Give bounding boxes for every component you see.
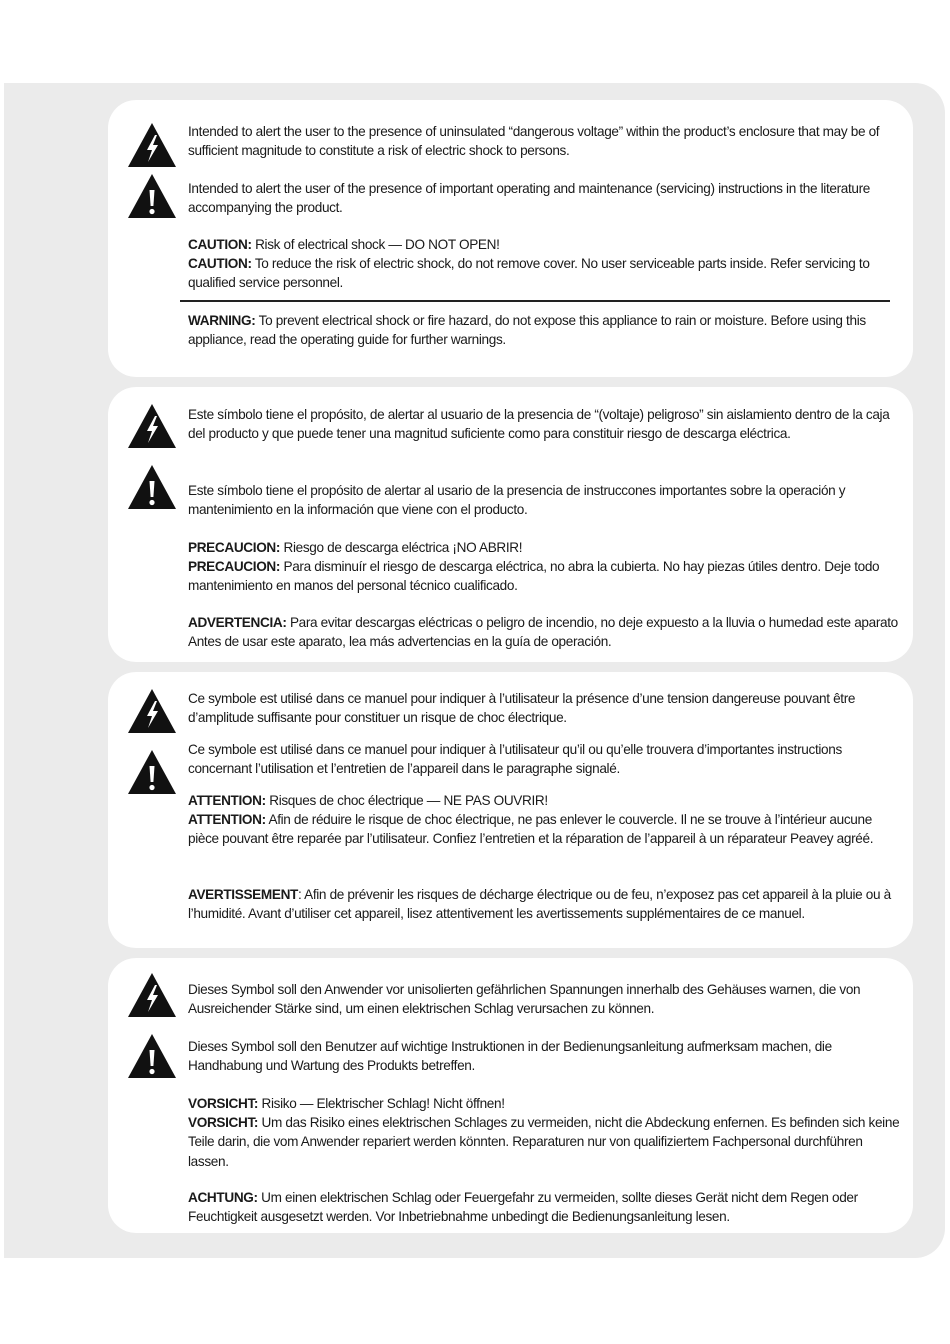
lightning-bolt-warning-icon	[127, 972, 177, 1018]
warning-text: Para evitar descargas eléctricas o peligro de incendio, no deje expuesto a la lluvia o humedad este aparato Antes de usar este aparato, lea más advertencias en la guía de operación.	[188, 615, 898, 650]
exclamation-description	[188, 481, 900, 519]
safety-card-spanish	[108, 387, 913, 662]
voltage-description	[188, 405, 900, 443]
lightning-bolt-warning-icon	[127, 688, 177, 734]
caution-text: Afin de réduire le risque de choc électrique, ne pas enlever le couvercle. Il ne se trouve à l’intérieur aucune pièce pouvant être reparée par l’utilisateur. Confiez l’entretien et la réparation de l’appareil à un réparateur Peavey agréé.	[188, 812, 874, 847]
voltage-text: Intended to alert the user to the presence of uninsulated “dangerous voltage” within the product’s enclosure that may be of sufficient magnitude to constitute a risk of electric shock to persons.	[188, 124, 880, 159]
caution-text: Risk of electrical shock — DO NOT OPEN!	[251, 237, 500, 252]
exclamation-description	[188, 740, 900, 778]
caution-block	[188, 235, 900, 293]
safety-card-english	[108, 100, 913, 377]
caution-label: CAUTION:	[188, 256, 252, 272]
exclamation-description	[188, 1037, 900, 1075]
caution-text: Risiko — Elektrischer Schlag! Nicht öffnen!	[258, 1096, 505, 1111]
caution-label: PRECAUCION:	[188, 559, 281, 575]
divider-rule	[180, 300, 890, 302]
voltage-text: Este símbolo tiene el propósito, de alertar al usuario de la presencia de “(voltaje) peligroso” sin aislamiento dentro de la caja del producto y que puede tener una magnitud suficiente como para constituir riesgo de descarga eléctrica.	[188, 407, 890, 442]
caution-text: To reduce the risk of electric shock, do not remove cover. No user serviceable parts inside. Refer servicing to qualified service personnel.	[188, 256, 870, 291]
voltage-text: Ce symbole est utilisé dans ce manuel pour indiquer à l’utilisateur la présence d’une tension dangereuse pouvant être d’amplitude suffisante pour constituer un risque de choc électrique.	[188, 691, 856, 726]
caution-text: Risques de choc électrique — NE PAS OUVRIR!	[265, 793, 548, 808]
safety-card-french	[108, 672, 913, 948]
warning-block	[188, 1188, 900, 1226]
exclamation-description	[188, 179, 900, 217]
voltage-text: Dieses Symbol soll den Anwender vor unisolierten gefährlichen Spannungen innerhalb des Gehäuses warnen, die von Ausreichender Stärke sind, um einen elektrischen Schlag verursachen zu können.	[188, 982, 861, 1017]
exclamation-warning-icon	[127, 749, 177, 795]
caution-block	[188, 791, 900, 849]
caution-label: ATTENTION:	[188, 812, 266, 828]
exclamation-warning-icon	[127, 464, 177, 510]
caution-label: PRECAUCION:	[188, 540, 281, 555]
caution-label: VORSICHT:	[188, 1115, 259, 1131]
warning-text: To prevent electrical shock or fire hazard, do not expose this appliance to rain or moisture. Before using this appliance, read the operating guide for further warnings.	[188, 313, 866, 348]
caution-text: Um das Risiko eines elektrischen Schlages zu vermeiden, nicht die Abdeckung enfernen. Es befinden sich keine Teile darin, die vom Anwender repariert werden könnten. Reparaturen nur von qualifiziertem Fachpersonal durchführen lassen.	[188, 1115, 900, 1169]
warning-text: : Afin de prévenir les risques de décharge électrique ou de feu, n’exposez pas cet appareil à la pluie ou à l’humidité. Avant d’utiliser cet appareil, lisez attentivement les avertissements supplémentaires de ce manuel.	[188, 887, 891, 922]
safety-card-german	[108, 958, 913, 1233]
warning-text: Um einen elektrischen Schlag oder Feuergefahr zu vermeiden, sollte dieses Gerät nicht dem Regen oder Feuchtigkeit ausgesetzt werden. Vor Inbetriebnahme unbedingt die Bedienungsanleitung lesen.	[188, 1190, 858, 1225]
voltage-description	[188, 122, 900, 160]
caution-label: ATTENTION:	[188, 793, 266, 808]
warning-block	[188, 613, 900, 651]
voltage-description	[188, 980, 900, 1018]
warning-label: ADVERTENCIA:	[188, 615, 287, 630]
exclamation-text: Este símbolo tiene el propósito de alertar al usario de la presencia de instruccones importantes sobre la operación y mantenimiento en la información que viene con el producto.	[188, 483, 846, 518]
warning-label: AVERTISSEMENT	[188, 887, 299, 902]
warning-label: ACHTUNG:	[188, 1190, 258, 1205]
caution-label: CAUTION:	[188, 237, 252, 252]
caution-text: Para disminuír el riesgo de descarga eléctrica, no abra la cubierta. No hay piezas útiles dentro. Deje todo mantenimiento en manos del personal técnico cualificado.	[188, 559, 880, 594]
exclamation-warning-icon	[127, 173, 177, 219]
warning-block	[188, 885, 900, 923]
warning-block	[188, 311, 900, 349]
exclamation-text: Intended to alert the user of the presence of important operating and maintenance (servicing) instructions in the literature accompanying the product.	[188, 181, 871, 216]
lightning-bolt-warning-icon	[127, 403, 177, 449]
caution-block	[188, 538, 900, 596]
exclamation-warning-icon	[127, 1033, 177, 1079]
warning-label: WARNING:	[188, 313, 256, 328]
voltage-description	[188, 689, 900, 727]
exclamation-text: Dieses Symbol soll den Benutzer auf wichtige Instruktionen in der Bedienungsanleitung aufmerksam machen, die Handhabung und Wartung des Produkts betreffen.	[188, 1039, 832, 1074]
caution-text: Riesgo de descarga eléctrica ¡NO ABRIR!	[280, 540, 523, 555]
exclamation-text: Ce symbole est utilisé dans ce manuel pour indiquer à l’utilisateur qu’il ou qu’elle trouvera d’importantes instructions concernant l’utilisation et l’entretien de l’appareil dans le paragraphe signalé.	[188, 742, 842, 777]
caution-label: VORSICHT:	[188, 1096, 259, 1111]
caution-block	[188, 1094, 900, 1171]
lightning-bolt-warning-icon	[127, 122, 177, 168]
